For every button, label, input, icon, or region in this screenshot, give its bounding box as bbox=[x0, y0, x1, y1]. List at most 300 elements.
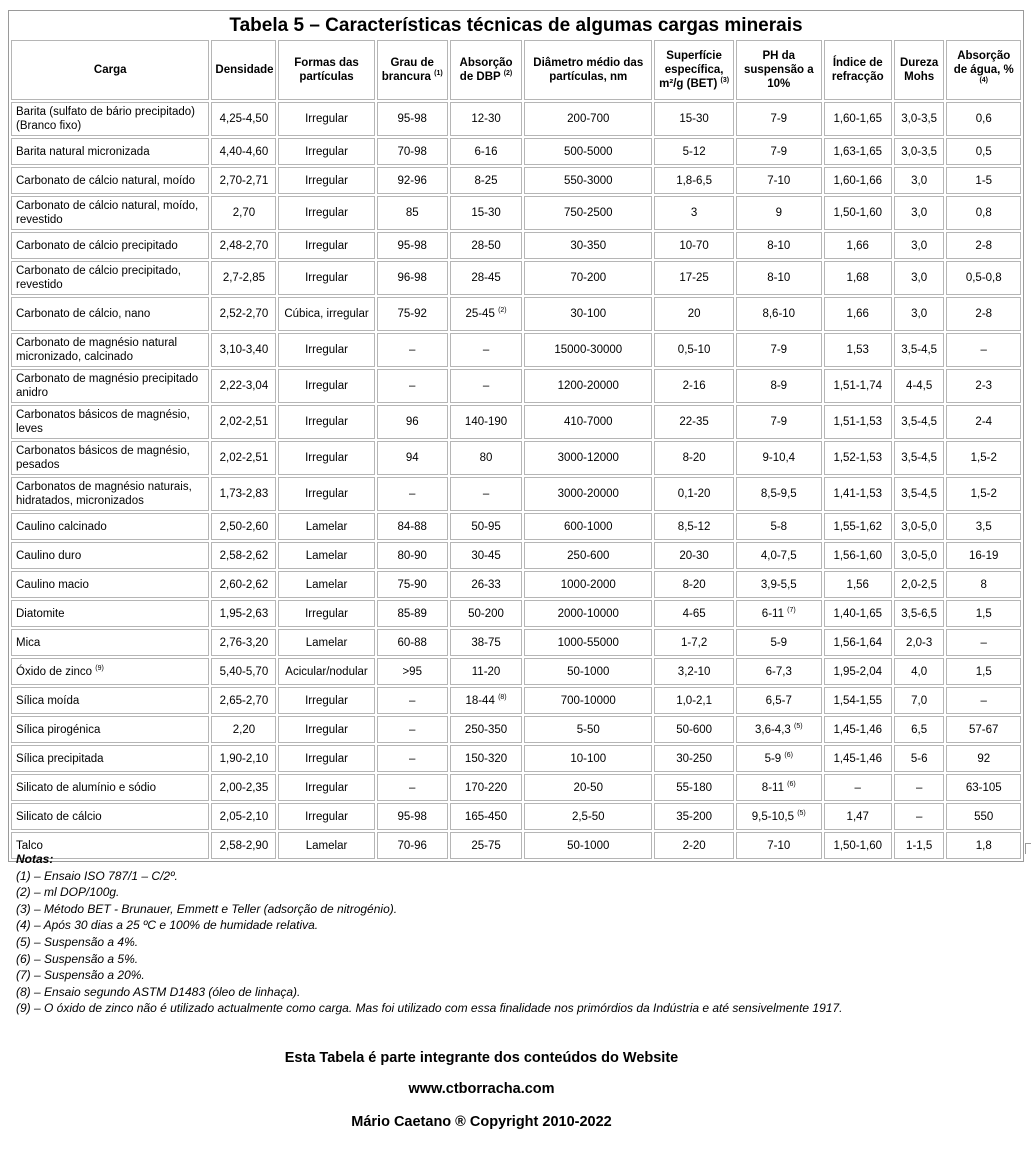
table-cell bbox=[894, 232, 945, 259]
table-row bbox=[11, 369, 1021, 403]
table-cell bbox=[736, 102, 822, 136]
cell-value: 2,48-2,70 bbox=[219, 239, 269, 252]
table-cell bbox=[894, 167, 945, 194]
cell-value: 20-30 bbox=[679, 549, 709, 562]
table-cell bbox=[736, 629, 822, 656]
cell-value: 1,45-1,46 bbox=[833, 723, 883, 736]
table-cell bbox=[450, 138, 522, 165]
cell-value: Óxido de zinco bbox=[16, 665, 93, 678]
footer-statement: Esta Tabela é parte integrante dos conteúdos do Website bbox=[284, 1050, 679, 1066]
table-cell bbox=[377, 542, 448, 569]
table-row bbox=[11, 441, 1021, 475]
cell-value: 2-8 bbox=[975, 308, 993, 320]
cell-value: 3,5 bbox=[975, 520, 992, 533]
cell-value: 2,76-3,20 bbox=[219, 636, 269, 649]
cell-value: 8-10 bbox=[767, 272, 791, 284]
cell-value: Caulino duro bbox=[16, 549, 82, 562]
cell-value: 5-9 bbox=[764, 752, 782, 765]
table-cell bbox=[736, 687, 822, 714]
cell-value: Irregular bbox=[305, 416, 348, 428]
cell-value: 2,02-2,51 bbox=[219, 452, 269, 464]
cell-value: 2,5-50 bbox=[571, 810, 605, 823]
cell-value: 1,66 bbox=[846, 308, 869, 320]
row-label-cell bbox=[11, 745, 209, 772]
footer-copyright: Mário Caetano ® Copyright 2010-2022 bbox=[351, 1114, 612, 1130]
table-row bbox=[11, 297, 1021, 331]
table-cell bbox=[894, 629, 945, 656]
table-cell bbox=[278, 629, 374, 656]
row-label-cell bbox=[11, 167, 209, 194]
column-header-label: Absorção de água, % bbox=[953, 50, 1014, 76]
table-cell bbox=[377, 658, 448, 685]
table-cell bbox=[377, 629, 448, 656]
cell-value: 50-600 bbox=[676, 723, 713, 736]
table-row bbox=[11, 232, 1021, 259]
cell-value: Irregular bbox=[305, 781, 348, 794]
cell-value: 2,52-2,70 bbox=[219, 308, 269, 320]
table-cell bbox=[211, 167, 276, 194]
table-cell bbox=[278, 687, 374, 714]
table-cell bbox=[946, 102, 1021, 136]
page-edge-mark bbox=[1025, 843, 1031, 854]
cell-value: 1000-55000 bbox=[557, 636, 619, 649]
table-cell bbox=[211, 196, 276, 230]
column-header-label: Dureza Mohs bbox=[899, 57, 939, 83]
table-cell bbox=[946, 138, 1021, 165]
cell-value: 1-5 bbox=[975, 174, 993, 187]
table-cell bbox=[211, 261, 276, 295]
cell-value: 7-9 bbox=[770, 416, 788, 428]
table-cell bbox=[824, 513, 892, 540]
table-row bbox=[11, 571, 1021, 598]
table-cell bbox=[824, 297, 892, 331]
cell-value: Irregular bbox=[305, 810, 348, 823]
table-cell bbox=[450, 261, 522, 295]
table-cell bbox=[736, 405, 822, 439]
column-header-label: Densidade bbox=[215, 64, 274, 76]
column-header-5 bbox=[524, 40, 652, 100]
row-label-cell bbox=[11, 297, 209, 331]
cell-value: Irregular bbox=[305, 239, 348, 252]
table-cell bbox=[824, 232, 892, 259]
cell-value: 7-9 bbox=[770, 344, 788, 356]
table-cell bbox=[278, 542, 374, 569]
cell-value: 75-92 bbox=[397, 308, 427, 320]
table-cell bbox=[824, 441, 892, 475]
table-row bbox=[11, 687, 1021, 714]
cell-value: 1,5 bbox=[975, 665, 992, 678]
cell-value: 11-20 bbox=[471, 665, 501, 678]
table-cell bbox=[894, 261, 945, 295]
cell-value: 1000-2000 bbox=[560, 578, 616, 591]
note-item: (8) – Ensaio segundo ASTM D1483 (óleo de linhaça). bbox=[16, 984, 301, 999]
table-cell bbox=[524, 513, 652, 540]
table-cell bbox=[524, 167, 652, 194]
table-cell bbox=[736, 196, 822, 230]
note-item: (1) – Ensaio ISO 787/1 – C/2º. bbox=[16, 868, 178, 883]
table-cell bbox=[824, 196, 892, 230]
note-item: (3) – Método BET - Brunauer, Emmett e Teller (adsorção de nitrogénio). bbox=[16, 901, 398, 916]
notes-list bbox=[16, 868, 842, 1017]
cell-value: – bbox=[409, 752, 416, 765]
table-cell bbox=[946, 261, 1021, 295]
cell-value: 8-9 bbox=[770, 380, 788, 392]
cell-value: – bbox=[915, 781, 923, 794]
cell-value: 30-250 bbox=[676, 752, 713, 765]
note-item: (6) – Suspensão a 5%. bbox=[16, 951, 139, 966]
table-cell bbox=[450, 542, 522, 569]
cell-value: 250-350 bbox=[464, 723, 508, 736]
table-row bbox=[11, 405, 1021, 439]
cell-value: 2,22-3,04 bbox=[219, 380, 269, 392]
cell-value: 8,5-12 bbox=[677, 520, 711, 533]
cell-value: – bbox=[482, 344, 490, 356]
table-cell bbox=[654, 405, 734, 439]
table-body bbox=[11, 102, 1021, 859]
cell-value: 5-6 bbox=[910, 752, 928, 765]
cell-value: 0,6 bbox=[975, 113, 992, 125]
cell-value: 1,40-1,65 bbox=[833, 607, 883, 620]
table-cell bbox=[278, 261, 374, 295]
cell-value: 57-67 bbox=[969, 723, 999, 736]
table-cell bbox=[278, 600, 374, 627]
table-cell bbox=[894, 513, 945, 540]
table-cell bbox=[736, 441, 822, 475]
cell-value: Barita (sulfato de bário precipitado) (Branco fixo) bbox=[16, 106, 195, 132]
cell-value: Lamelar bbox=[305, 549, 348, 562]
column-header-3 bbox=[377, 40, 448, 100]
table-cell bbox=[211, 774, 276, 801]
row-label-cell bbox=[11, 774, 209, 801]
cell-value: 3,0 bbox=[911, 272, 928, 284]
table-cell bbox=[654, 658, 734, 685]
cell-value: 25-45 bbox=[465, 308, 495, 320]
cell-value: 140-190 bbox=[464, 416, 508, 428]
table-row bbox=[11, 102, 1021, 136]
cell-value: >95 bbox=[402, 665, 422, 678]
cell-value: 2,0-2,5 bbox=[901, 578, 938, 591]
notes-title: Notas: bbox=[16, 852, 54, 866]
cell-value: – bbox=[854, 781, 861, 794]
table-cell bbox=[654, 542, 734, 569]
footnote-marker: (6) bbox=[787, 780, 796, 788]
table-cell bbox=[278, 369, 374, 403]
cell-value: Carbonato de cálcio precipitado bbox=[16, 239, 178, 252]
table-cell bbox=[894, 196, 945, 230]
cell-value: – bbox=[409, 488, 416, 500]
cell-value: 7-10 bbox=[767, 839, 791, 852]
cell-value: 15000-30000 bbox=[554, 344, 623, 356]
cell-value: 3 bbox=[690, 207, 698, 219]
table-cell bbox=[524, 369, 652, 403]
table-cell bbox=[824, 629, 892, 656]
table-cell bbox=[211, 513, 276, 540]
table-cell bbox=[450, 102, 522, 136]
cell-value: 70-96 bbox=[397, 839, 427, 852]
cell-value: 2,0-3 bbox=[906, 636, 933, 649]
cell-value: Silicato de alumínio e sódio bbox=[16, 781, 156, 794]
table-cell bbox=[654, 477, 734, 511]
table-cell bbox=[824, 571, 892, 598]
cell-value: 3,0-5,0 bbox=[901, 520, 938, 533]
table-cell bbox=[377, 261, 448, 295]
cell-value: 2,70-2,71 bbox=[219, 174, 269, 187]
cell-value: 8 bbox=[980, 578, 987, 591]
table-row bbox=[11, 513, 1021, 540]
note-item: (2) – ml DOP/100g. bbox=[16, 885, 120, 900]
cell-value: 30-45 bbox=[471, 549, 501, 562]
table-cell bbox=[450, 405, 522, 439]
table-cell bbox=[211, 571, 276, 598]
cell-value: 55-180 bbox=[676, 781, 713, 794]
row-label-cell bbox=[11, 477, 209, 511]
cell-value: 70-200 bbox=[570, 272, 607, 284]
table-cell bbox=[211, 138, 276, 165]
cell-value: Carbonatos básicos de magnésio, leves bbox=[16, 409, 190, 435]
cell-value: Caulino calcinado bbox=[16, 520, 107, 533]
table-row bbox=[11, 261, 1021, 295]
table-cell bbox=[377, 405, 448, 439]
column-header-label: Diâmetro médio das partículas, nm bbox=[533, 57, 644, 83]
cell-value: Carbonato de cálcio, nano bbox=[16, 308, 151, 320]
table-cell bbox=[654, 167, 734, 194]
cell-value: 10-70 bbox=[679, 239, 709, 252]
cell-value: 8-11 bbox=[761, 781, 784, 794]
cell-value: 1,95-2,63 bbox=[219, 607, 269, 620]
table-cell bbox=[946, 405, 1021, 439]
table-cell bbox=[377, 441, 448, 475]
cell-value: 165-450 bbox=[464, 810, 508, 823]
cell-value: 3000-12000 bbox=[557, 452, 619, 464]
table-cell bbox=[654, 333, 734, 367]
cell-value: 20-50 bbox=[573, 781, 603, 794]
table-cell bbox=[278, 477, 374, 511]
table-cell bbox=[524, 477, 652, 511]
cell-value: 750-2500 bbox=[563, 207, 613, 219]
table-cell bbox=[211, 405, 276, 439]
table-cell bbox=[824, 167, 892, 194]
table-cell bbox=[377, 774, 448, 801]
table-cell bbox=[946, 803, 1021, 830]
table-cell bbox=[736, 297, 822, 331]
cell-value: Lamelar bbox=[305, 578, 348, 591]
table-cell bbox=[654, 774, 734, 801]
table-cell bbox=[736, 167, 822, 194]
table-cell bbox=[946, 774, 1021, 801]
table-cell bbox=[894, 477, 945, 511]
cell-value: 1200-20000 bbox=[557, 380, 619, 392]
cell-value: Carbonatos básicos de magnésio, pesados bbox=[16, 445, 190, 471]
cell-value: Irregular bbox=[305, 344, 348, 356]
cell-value: 3,0-3,5 bbox=[901, 113, 938, 125]
cell-value: 5-8 bbox=[770, 520, 788, 533]
table-cell bbox=[524, 687, 652, 714]
table-cell bbox=[211, 716, 276, 743]
table-cell bbox=[736, 542, 822, 569]
row-label-cell bbox=[11, 441, 209, 475]
cell-value: 1,50-1,60 bbox=[833, 839, 883, 852]
cell-value: 2,00-2,35 bbox=[219, 781, 269, 794]
row-label-cell bbox=[11, 542, 209, 569]
table-cell bbox=[824, 405, 892, 439]
cell-value: 8-10 bbox=[767, 239, 791, 252]
row-label-cell bbox=[11, 600, 209, 627]
table-cell bbox=[450, 232, 522, 259]
column-header-label: PH da suspensão a 10% bbox=[743, 50, 814, 90]
cell-value: 20 bbox=[687, 308, 701, 320]
cell-value: 0,1-20 bbox=[677, 488, 711, 500]
cell-value: 75-90 bbox=[397, 578, 427, 591]
table-cell bbox=[377, 600, 448, 627]
table-cell bbox=[278, 196, 374, 230]
cell-value: Irregular bbox=[305, 380, 348, 392]
cell-value: 200-700 bbox=[567, 113, 610, 125]
cell-value: 70-98 bbox=[397, 145, 427, 158]
table-cell bbox=[524, 542, 652, 569]
cell-value: 1,56-1,60 bbox=[833, 549, 883, 562]
cell-value: 9-10,4 bbox=[762, 452, 796, 464]
footer-website-link[interactable]: www.ctborracha.com bbox=[408, 1081, 555, 1097]
table-cell bbox=[450, 687, 522, 714]
cell-value: Lamelar bbox=[305, 520, 348, 533]
cell-value: 95-98 bbox=[397, 113, 427, 125]
column-header-2 bbox=[278, 40, 374, 100]
table-cell bbox=[946, 369, 1021, 403]
cell-value: 2-3 bbox=[975, 380, 993, 392]
table-cell bbox=[824, 261, 892, 295]
table-cell bbox=[736, 477, 822, 511]
table-cell bbox=[377, 232, 448, 259]
cell-value: 5-9 bbox=[770, 636, 788, 649]
table-cell bbox=[377, 297, 448, 331]
cell-value: – bbox=[482, 488, 490, 500]
cell-value: 96 bbox=[405, 416, 419, 428]
cell-value: 7,0 bbox=[911, 694, 928, 707]
cell-value: 2-4 bbox=[975, 416, 993, 428]
column-header-label: Grau de brancura bbox=[381, 57, 434, 83]
cell-value: – bbox=[409, 344, 416, 356]
cell-value: Mica bbox=[16, 636, 41, 649]
cell-value: 250-600 bbox=[567, 549, 610, 562]
table-cell bbox=[894, 138, 945, 165]
table-cell bbox=[894, 803, 945, 830]
cell-value: 8,6-10 bbox=[762, 308, 796, 320]
table-cell bbox=[894, 441, 945, 475]
cell-value: 1,53 bbox=[846, 344, 869, 356]
row-label-cell bbox=[11, 803, 209, 830]
cell-value: 15-30 bbox=[471, 207, 501, 219]
table-cell bbox=[524, 196, 652, 230]
cell-value: 6-7,3 bbox=[765, 665, 792, 678]
cell-value: 85-89 bbox=[397, 607, 427, 620]
table-cell bbox=[824, 658, 892, 685]
table-cell bbox=[211, 369, 276, 403]
cell-value: 3,5-6,5 bbox=[901, 607, 938, 620]
table-cell bbox=[524, 803, 652, 830]
notes-section bbox=[16, 851, 842, 1017]
table-cell bbox=[450, 774, 522, 801]
cell-value: 92 bbox=[977, 752, 991, 765]
cell-value: 2,58-2,90 bbox=[219, 839, 269, 852]
cell-value: 7-9 bbox=[770, 113, 788, 125]
cell-value: 4-65 bbox=[682, 607, 706, 620]
table-cell bbox=[211, 600, 276, 627]
table-cell bbox=[278, 167, 374, 194]
table-cell bbox=[377, 102, 448, 136]
cell-value: 2,7-2,85 bbox=[222, 272, 266, 284]
table-cell bbox=[450, 167, 522, 194]
cell-value: 22-35 bbox=[679, 416, 709, 428]
footnote-marker: (2) bbox=[498, 307, 507, 315]
table-header-row bbox=[11, 40, 1021, 100]
cell-value: 5-12 bbox=[682, 145, 706, 158]
cell-value: 95-98 bbox=[397, 810, 427, 823]
cell-value: Irregular bbox=[305, 694, 348, 707]
row-label-cell bbox=[11, 333, 209, 367]
table-cell bbox=[894, 774, 945, 801]
cell-value: 1,63-1,65 bbox=[833, 145, 883, 158]
table-cell bbox=[377, 716, 448, 743]
cell-value: 2,02-2,51 bbox=[219, 416, 269, 428]
cell-value: – bbox=[409, 694, 416, 707]
table-cell bbox=[894, 745, 945, 772]
cell-value: 3,0-5,0 bbox=[901, 549, 938, 562]
table-cell bbox=[211, 687, 276, 714]
table-cell bbox=[278, 333, 374, 367]
cell-value: – bbox=[482, 380, 490, 392]
cell-value: 5-50 bbox=[576, 723, 600, 736]
cell-value: 1,5 bbox=[975, 607, 992, 620]
table-cell bbox=[450, 745, 522, 772]
cell-value: 150-320 bbox=[464, 752, 508, 765]
table-cell bbox=[824, 600, 892, 627]
table-cell bbox=[278, 571, 374, 598]
table-cell bbox=[894, 297, 945, 331]
cell-value: 1,8 bbox=[975, 839, 992, 852]
cell-value: 1,60-1,65 bbox=[833, 113, 883, 125]
cell-value: 17-25 bbox=[679, 272, 709, 284]
table-cell bbox=[894, 600, 945, 627]
cell-value: – bbox=[980, 636, 987, 649]
table-cell bbox=[736, 716, 822, 743]
cell-value: 9,5-10,5 bbox=[751, 810, 794, 823]
table-cell bbox=[894, 542, 945, 569]
row-label-cell bbox=[11, 196, 209, 230]
cell-value: Carbonato de magnésio natural micronizado, calcinado bbox=[16, 337, 178, 363]
table-cell bbox=[736, 571, 822, 598]
cell-value: – bbox=[915, 810, 923, 823]
cell-value: 95-98 bbox=[397, 239, 427, 252]
cell-value: Barita natural micronizada bbox=[16, 145, 150, 158]
table-cell bbox=[894, 658, 945, 685]
cell-value: 1-7,2 bbox=[681, 636, 708, 649]
table-cell bbox=[377, 369, 448, 403]
cell-value: 6-16 bbox=[474, 145, 498, 158]
table-cell bbox=[450, 803, 522, 830]
table-cell bbox=[736, 138, 822, 165]
table-cell bbox=[946, 687, 1021, 714]
cell-value: 1,51-1,53 bbox=[833, 416, 883, 428]
cell-value: 3,0 bbox=[911, 239, 928, 252]
cell-value: 6-11 bbox=[761, 607, 784, 620]
table-cell bbox=[824, 477, 892, 511]
cell-value: 0,8 bbox=[975, 207, 992, 219]
table-cell bbox=[377, 803, 448, 830]
table-row bbox=[11, 716, 1021, 743]
table-cell bbox=[377, 138, 448, 165]
table-cell bbox=[894, 333, 945, 367]
cell-value: 25-75 bbox=[471, 839, 501, 852]
